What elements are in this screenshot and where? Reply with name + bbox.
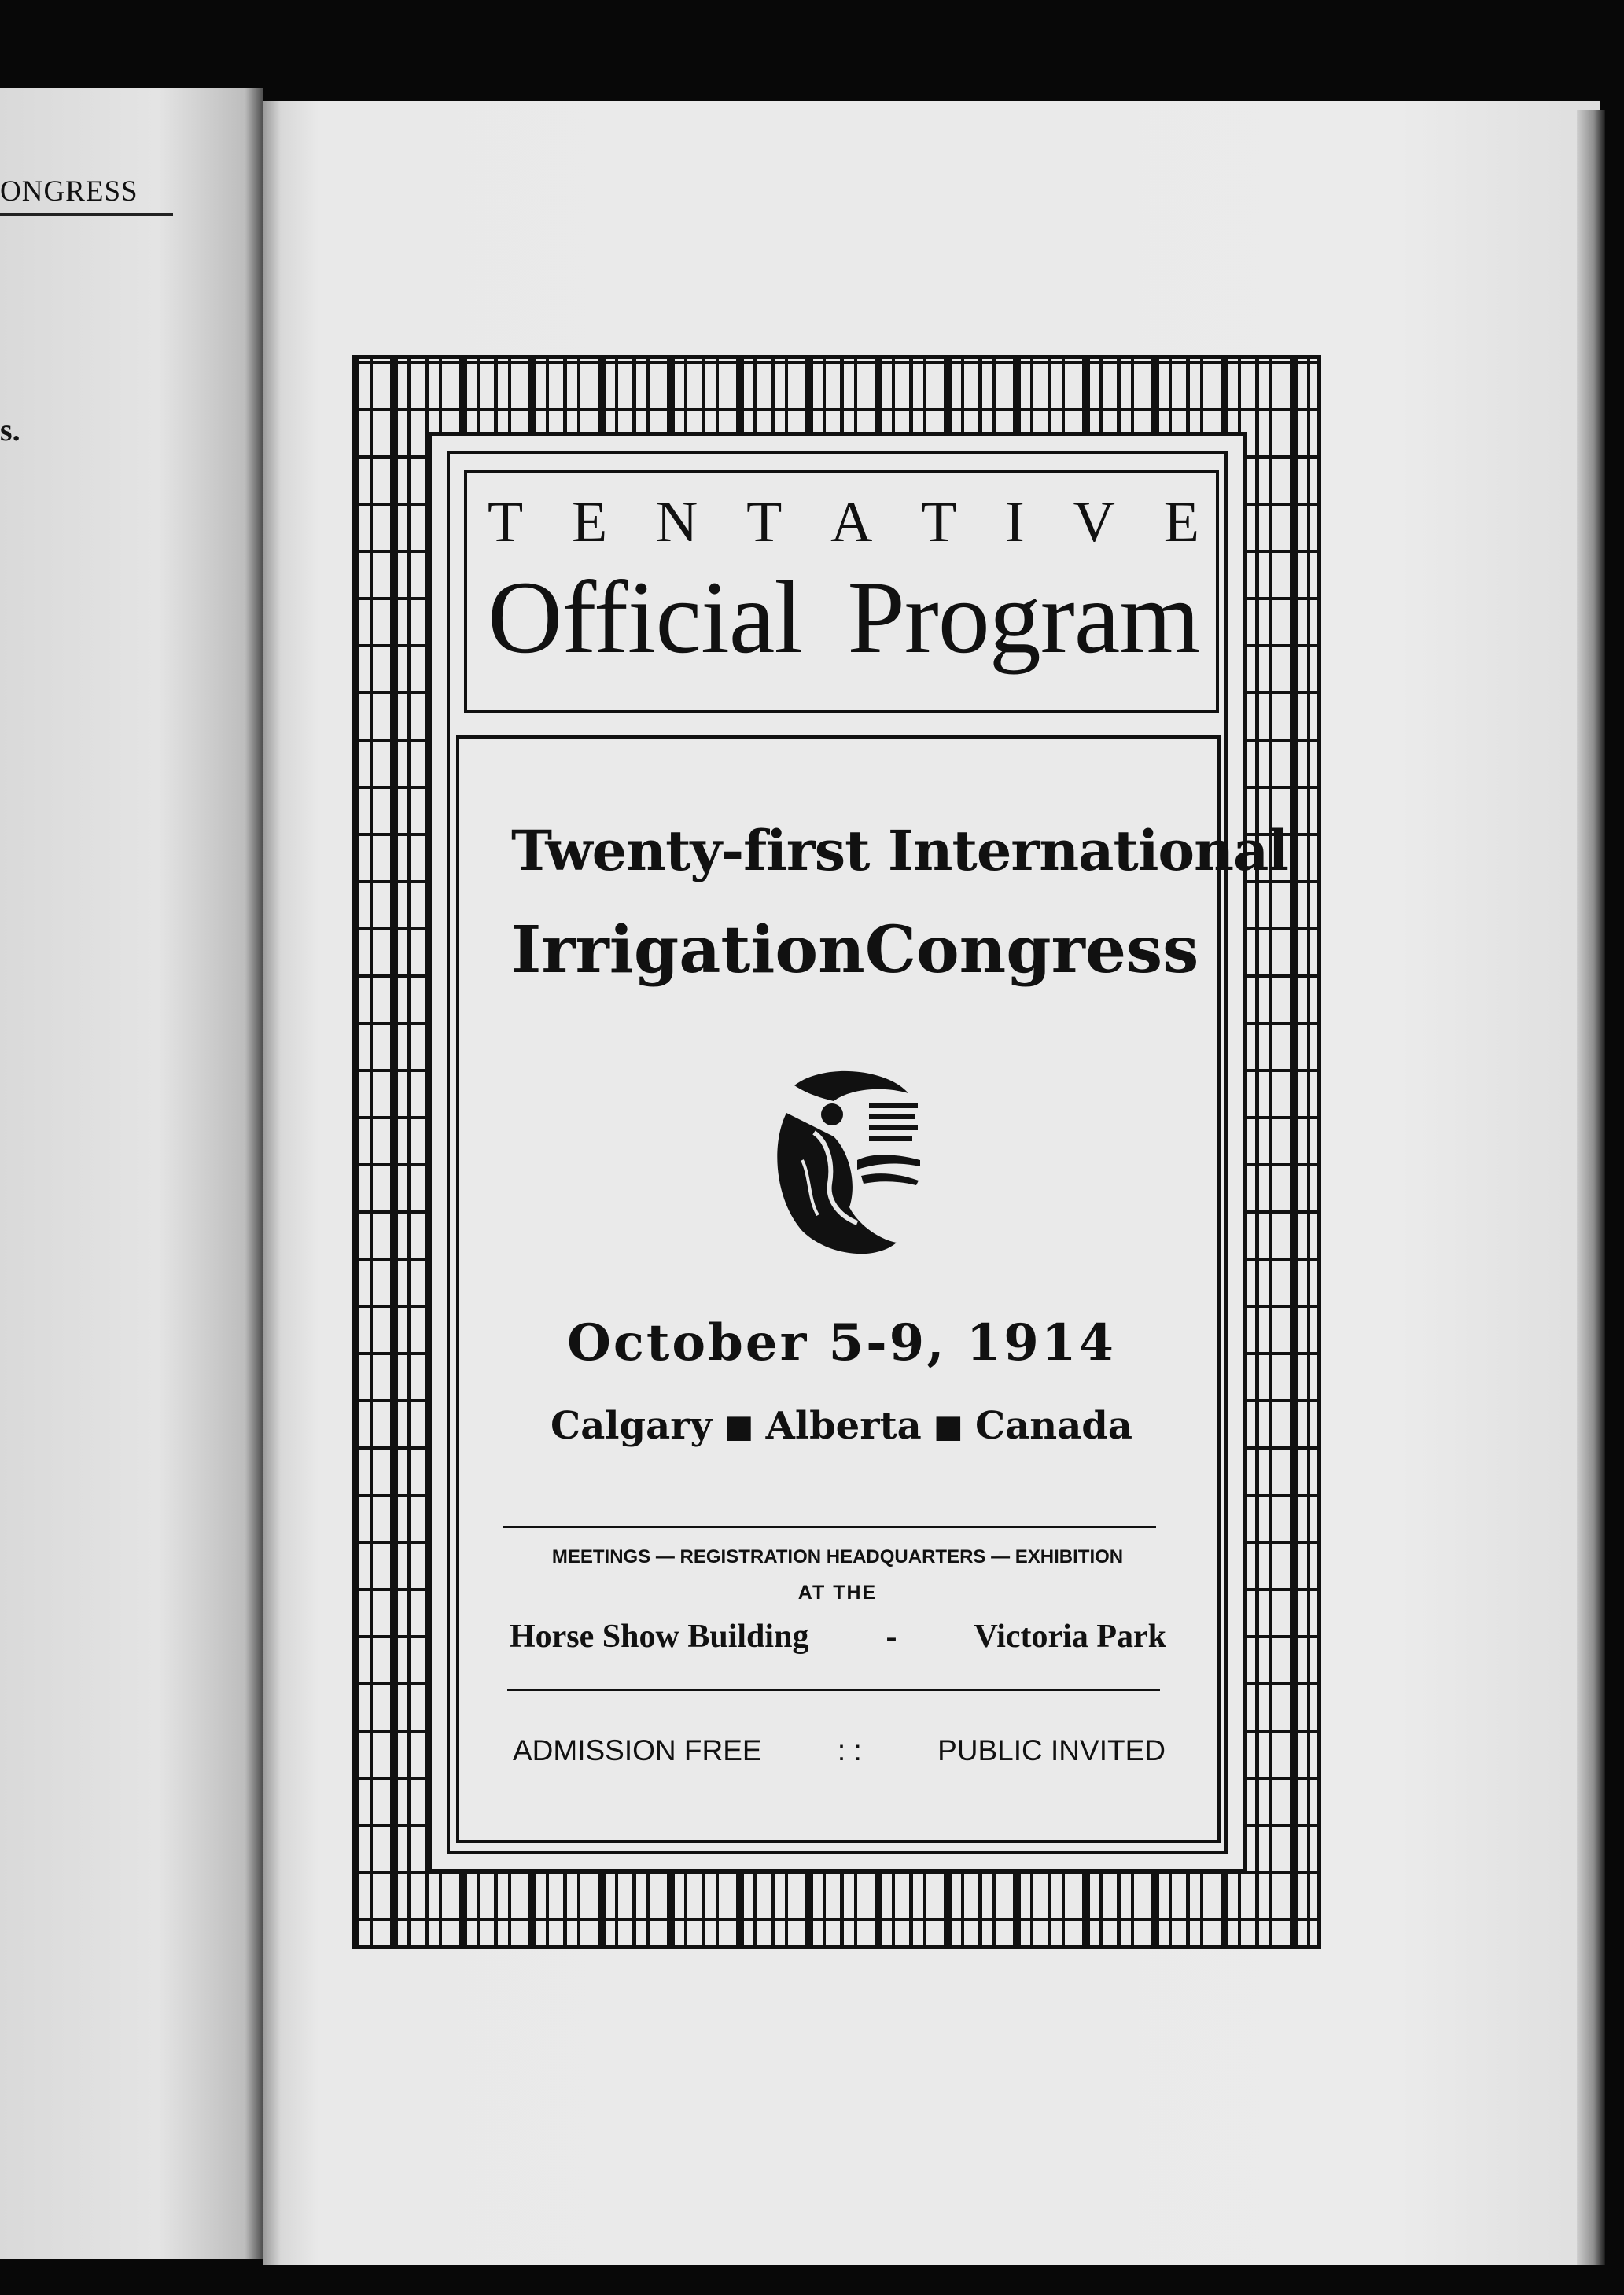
congress-emblem-icon <box>739 1066 932 1262</box>
page-edge <box>1577 110 1605 2265</box>
location-country: Canada <box>975 1404 1132 1448</box>
title-word: Program <box>847 559 1199 675</box>
admission-separator: : : <box>837 1734 862 1766</box>
public-invited: PUBLIC INVITED <box>937 1734 1166 1766</box>
title-word: Official <box>488 559 803 675</box>
divider <box>503 1526 1156 1528</box>
content-frame <box>456 735 1288 1843</box>
separator-dot: ■ <box>933 1407 963 1445</box>
heading-letter: I <box>1005 490 1025 554</box>
location-province: Alberta <box>765 1404 922 1448</box>
congress-location <box>551 1404 1132 1448</box>
left-page <box>0 88 263 2259</box>
congress-title-line1: Twenty-first International <box>511 818 1288 883</box>
separator-dot: ■ <box>724 1407 754 1445</box>
heading-letter: V <box>1073 490 1115 554</box>
admission-line <box>513 1734 1166 1767</box>
heading-letter: E <box>1163 490 1199 554</box>
heading-letter: N <box>655 490 698 554</box>
left-page-line: s. <box>0 412 20 448</box>
left-page-header: ONGRESS <box>0 175 173 216</box>
official-program-title <box>488 551 1199 684</box>
admission-free: ADMISSION FREE <box>513 1734 762 1766</box>
venue-building: Horse Show Building <box>510 1619 809 1655</box>
heading-letter: T <box>746 490 783 554</box>
meetings-line: MEETINGS — REGISTRATION HEADQUARTERS — EXHIBITION <box>551 1546 1124 1567</box>
divider <box>507 1689 1160 1691</box>
congress-word: Irrigation <box>511 912 865 988</box>
venue-separator: - <box>886 1619 897 1655</box>
venue-line <box>510 1618 1166 1656</box>
heading-letter: A <box>830 490 873 554</box>
venue-park: Victoria Park <box>974 1619 1166 1655</box>
at-the-line: AT THE <box>797 1582 878 1604</box>
congress-dates: October 5-9, 1914 <box>567 1313 1116 1372</box>
tentative-heading <box>488 489 1199 556</box>
heading-letter: E <box>571 490 608 554</box>
location-city: Calgary <box>551 1404 713 1448</box>
heading-letter: T <box>921 490 957 554</box>
congress-title-line2 <box>511 912 1199 988</box>
heading-letter: T <box>488 490 524 554</box>
congress-word: Congress <box>864 912 1199 988</box>
